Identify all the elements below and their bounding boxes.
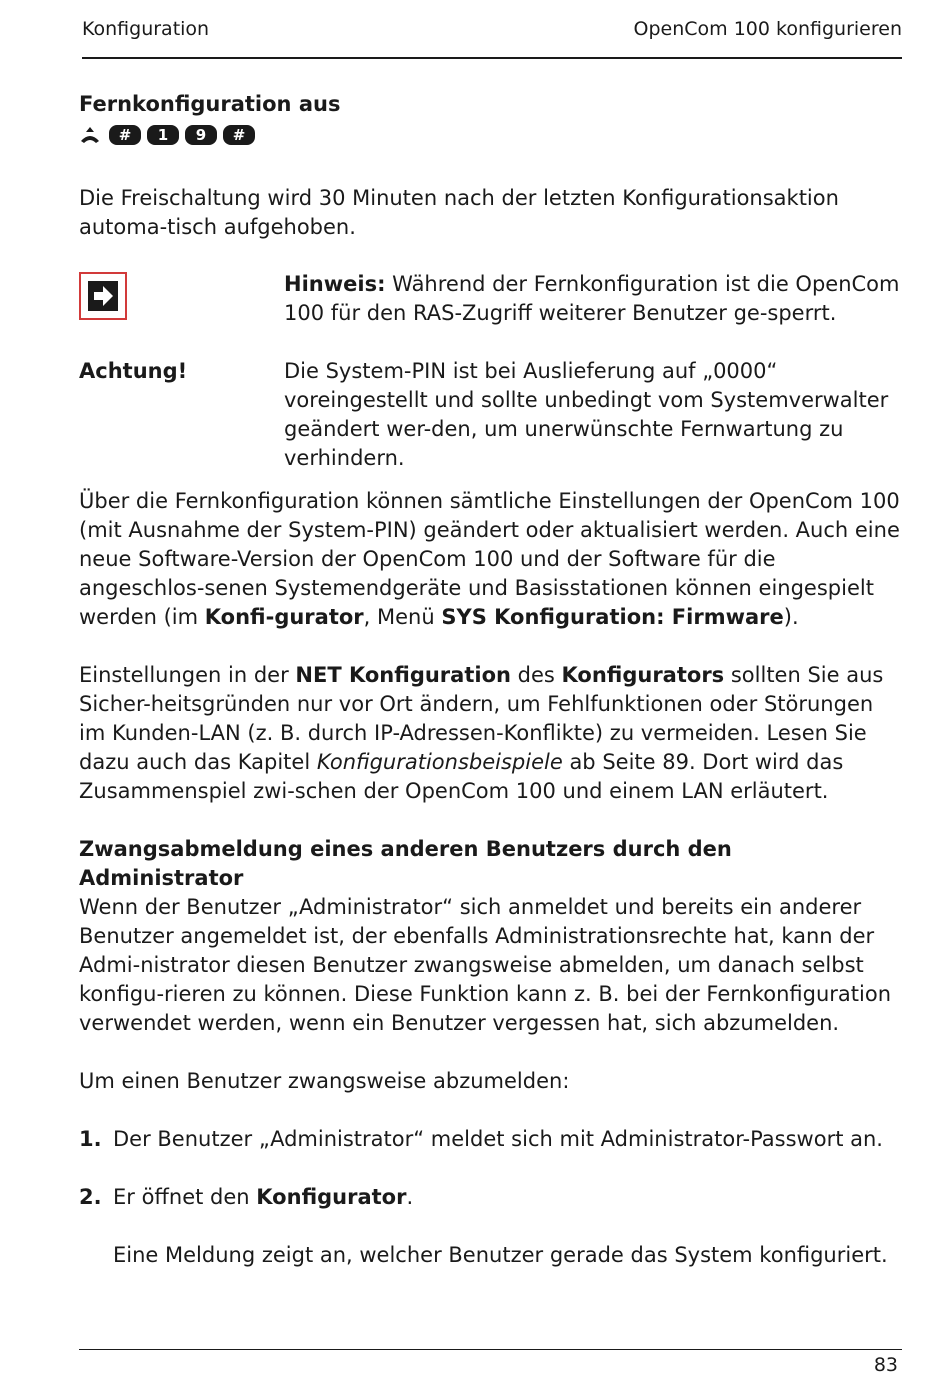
- list-item: [79, 1125, 901, 1154]
- header-rule: [82, 57, 902, 59]
- footer-rule: [79, 1349, 902, 1350]
- list-item: [79, 1183, 901, 1212]
- running-header-title: OpenCom 100 konfigurieren: [633, 18, 902, 40]
- warning-text: Die System-PIN ist bei Auslieferung auf „0000“ voreingestellt und sollte unbedingt vom Systemverwalter geändert wer-den, um unerwünschte Fernwartung zu verhindern.: [284, 359, 889, 470]
- warning-block: [79, 357, 901, 473]
- hint-text: Hinweis: Während der Fernkonfiguration ist die OpenCom 100 für den RAS-Zugriff weiterer Benutzer ge-sperrt.: [284, 272, 900, 325]
- paragraph-auto-reset: Die Freischaltung wird 30 Minuten nach der letzten Konfigurationsaktion automa-tisch aufgehoben.: [79, 186, 839, 239]
- handset-offhook-icon: [79, 125, 101, 145]
- arrow-right-icon: [79, 272, 127, 320]
- paragraph-forced-logout: Wenn der Benutzer „Administrator“ sich anmeldet und bereits ein anderer Benutzer angemeldet ist, der ebenfalls Administrationsrechte hat, kann der Admi-nistrator diesen Benutzer zwangsweise abmelden, um danach selbst konfigu-rieren zu können. Diese Funktion kann z. B. bei der Fernkonfiguration verwendet werden, wenn ein Benutzer vergessen hat, sich abzumelden.: [79, 895, 892, 1035]
- step-result-text: Eine Meldung zeigt an, welcher Benutzer gerade das System konfiguriert.: [113, 1243, 888, 1267]
- paragraph-steps-intro: Um einen Benutzer zwangsweise abzumelden:: [79, 1069, 570, 1093]
- list-number: 1.: [79, 1127, 102, 1151]
- list-text: Der Benutzer „Administrator“ meldet sich mit Administrator-Passwort an.: [113, 1127, 883, 1151]
- page-number: 83: [873, 1354, 898, 1376]
- section-heading-remote-off: Fernkonfiguration aus: [79, 92, 341, 116]
- list-text: Er öffnet den Konfigurator.: [113, 1185, 414, 1209]
- key-hash: #: [223, 125, 255, 145]
- warning-label: Achtung!: [79, 359, 188, 383]
- key-hash: #: [109, 125, 141, 145]
- key-sequence: [79, 121, 901, 149]
- paragraph-remote-config: Über die Fernkonfiguration können sämtliche Einstellungen der OpenCom 100 (mit Ausnahme der System-PIN) geändert oder aktualisiert werden. Auch eine neue Software-Version der OpenCom 100 und der Software für die angeschlos-senen Systemendgeräte und Basisstationen können eingespielt werden (im Konfi-gurator, Menü SYS Konfiguration: Firmware).: [79, 489, 900, 629]
- running-header-chapter: Konfiguration: [82, 18, 210, 40]
- paragraph-net-config: Einstellungen in der NET Konfiguration des Konfigurators sollten Sie aus Sicher-heitsgründen nur vor Ort ändern, um Fehlfunktionen oder Störungen im Kunden-LAN (z. B. durch IP-Adressen-Konflikte) zu vermeiden. Lesen Sie dazu auch das Kapitel Konfigurationsbeispiele ab Seite 89. Dort wird das Zusammenspiel zwi-schen der OpenCom 100 und einem LAN erläutert.: [79, 663, 884, 803]
- key-1: 1: [147, 125, 179, 145]
- hint-block: [79, 270, 901, 328]
- key-9: 9: [185, 125, 217, 145]
- hint-label: Hinweis:: [284, 272, 386, 296]
- section-heading-forced-logout: Zwangsabmeldung eines anderen Benutzers durch den Administrator: [79, 837, 732, 890]
- list-number: 2.: [79, 1185, 102, 1209]
- page-content: [79, 90, 901, 1270]
